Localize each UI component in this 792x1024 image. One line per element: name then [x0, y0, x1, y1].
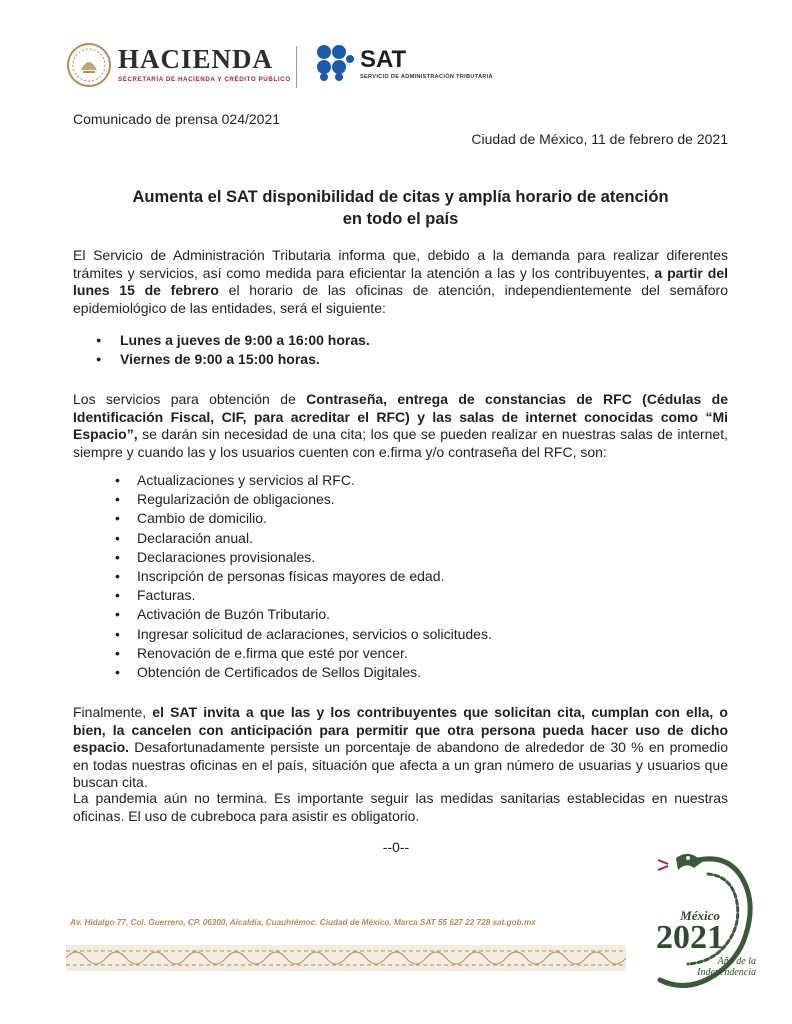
list-item: • Renovación de e.firma que esté por vencer.	[115, 644, 492, 663]
emblem-line-1: Año de la	[717, 956, 756, 967]
list-item: • Facturas.	[115, 586, 492, 605]
schedule-item: ● Viernes de 9:00 a 15:00 horas.	[96, 350, 370, 369]
list-item: • Regularización de obligaciones.	[115, 490, 492, 509]
services-paragraph	[73, 391, 728, 461]
sat-subtitle: SERVICIO DE ADMINISTRACIÓN TRIBUTARIA	[360, 74, 493, 80]
place-date: Ciudad de México, 11 de febrero de 2021	[471, 131, 728, 147]
footer-address: Av. Hidalgo 77, Col. Guerrero, CP. 06300, Alcaldía, Cuauhtémoc. Ciudad de México. Marca SAT 55 627 22 728 sat.gob.mx	[70, 918, 536, 927]
closing-paragraph	[73, 704, 728, 792]
hacienda-title: HACIENDA	[118, 44, 274, 74]
list-item: • Cambio de domicilio.	[115, 509, 492, 528]
services-text-a: Los servicios para obtención de	[73, 391, 307, 407]
pandemic-paragraph: La pandemia aún no termina. Es importante seguir las medidas sanitarias establecidas en nuestras oficinas. El uso de cubreboca para asistir es obligatorio.	[73, 790, 728, 824]
list-item: • Declaración anual.	[115, 529, 492, 548]
list-item: • Declaraciones provisionales.	[115, 548, 492, 567]
intro-text-a: El Servicio de Administración Tributaria informa que, debido a la demanda para realizar diferentes trámites y servicios, así como medida para eficientar la atención a las y los contribuyentes,	[73, 247, 728, 281]
hacienda-subtitle: SECRETARÍA DE HACIENDA Y CRÉDITO PÚBLICO	[118, 76, 291, 83]
letterhead	[66, 40, 506, 100]
intro-text-bold: a partir del lunes 15 de febrero	[73, 264, 728, 299]
bicentennial-emblem	[638, 848, 764, 1000]
sat-logo-icon	[316, 44, 354, 82]
list-item: • Ingresar solicitud de aclaraciones, servicios o solicitudes.	[115, 625, 492, 644]
title-line-2: en todo el país	[342, 210, 459, 228]
list-item: • Obtención de Certificados de Sellos Digitales.	[115, 663, 492, 682]
schedule-list	[96, 331, 370, 369]
footer-ornament	[66, 945, 626, 971]
emblem-line-2: Independencia	[697, 967, 756, 978]
services-text-bold: Contraseña, entrega de constancias de RFC (Cédulas de Identificación Fiscal, CIF, para acreditar el RFC) y las salas de internet conocidas como “Mi Espacio”,	[73, 391, 728, 443]
emblem-tagline	[694, 956, 756, 978]
list-item: • Actualizaciones y servicios al RFC.	[115, 471, 492, 490]
list-item: • Inscripción de personas físicas mayores de edad.	[115, 567, 492, 586]
list-item: • Activación de Buzón Tributario.	[115, 605, 492, 624]
closing-text-b: Desafortunadamente persiste un porcentaje de abandono de alrededor de 30 % en promedio en todas nuestras oficinas en el país, situación que afecta a un gran número de usuarias y usuarios que buscan cita.	[73, 739, 728, 791]
services-list	[115, 471, 492, 682]
closing-text-a: Finalmente,	[73, 704, 153, 720]
sat-name: SAT	[360, 46, 407, 73]
intro-text-b: el horario de las oficinas de atención, independientemente del semáforo epidemiológico de las entidades, será el siguiente:	[73, 282, 728, 316]
page-title	[73, 186, 728, 230]
release-number: Comunicado de prensa 024/2021	[73, 111, 281, 127]
emblem-year: 2021	[656, 919, 724, 956]
schedule-item: ● Lunes a jueves de 9:00 a 16:00 horas.	[96, 331, 370, 350]
intro-paragraph	[73, 247, 728, 317]
closing-text-bold: el SAT invita a que las y los contribuyentes que solicitan cita, cumplan con ella, o bien, la cancelen con anticipación para permitir que otra persona pueda hacer uso de dicho espacio.	[73, 704, 728, 756]
services-text-b: se darán sin necesidad de una cita; los que se pueden realizar en nuestras salas de internet, siempre y cuando las y los usuarios cuenten con e.firma y/o contraseña del RFC, son:	[73, 426, 728, 460]
end-separator: --0--	[382, 839, 410, 855]
header-divider	[296, 46, 297, 88]
title-line-1: Aumenta el SAT disponibilidad de citas y amplía horario de atención	[132, 188, 669, 206]
emblem-country: México	[680, 908, 720, 923]
national-seal-icon	[66, 42, 112, 88]
